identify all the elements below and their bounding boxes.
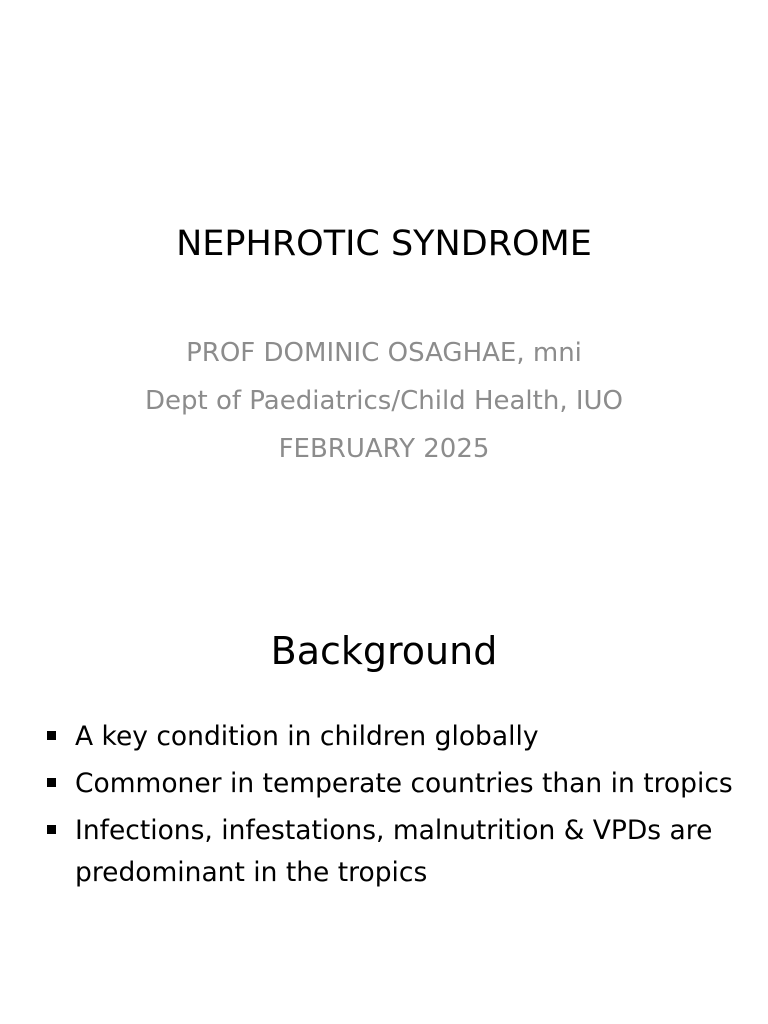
bullet-text: Commoner in temperate countries than in tropics bbox=[75, 768, 733, 799]
bullet-item bbox=[44, 716, 734, 758]
background-bullet-list bbox=[44, 716, 734, 899]
slide-subtitle bbox=[0, 329, 768, 473]
background-heading: Background bbox=[270, 629, 498, 673]
square-bullet-icon bbox=[47, 778, 56, 787]
square-bullet-icon bbox=[47, 825, 56, 834]
department-line: Dept of Paediatrics/Child Health, IUO bbox=[144, 386, 624, 416]
bullet-text: Infections, infestations, malnutrition & VPDs are predominant in the tropics bbox=[75, 815, 713, 888]
bullet-item bbox=[44, 810, 734, 894]
square-bullet-icon bbox=[47, 731, 56, 740]
bullet-item bbox=[44, 763, 734, 805]
slide-title-heading: NEPHROTIC SYNDROME bbox=[176, 224, 592, 264]
date-line: FEBRUARY 2025 bbox=[278, 434, 490, 464]
bullet-text: A key condition in children globally bbox=[75, 721, 539, 752]
author-line: PROF DOMINIC OSAGHAE, mni bbox=[186, 338, 582, 368]
